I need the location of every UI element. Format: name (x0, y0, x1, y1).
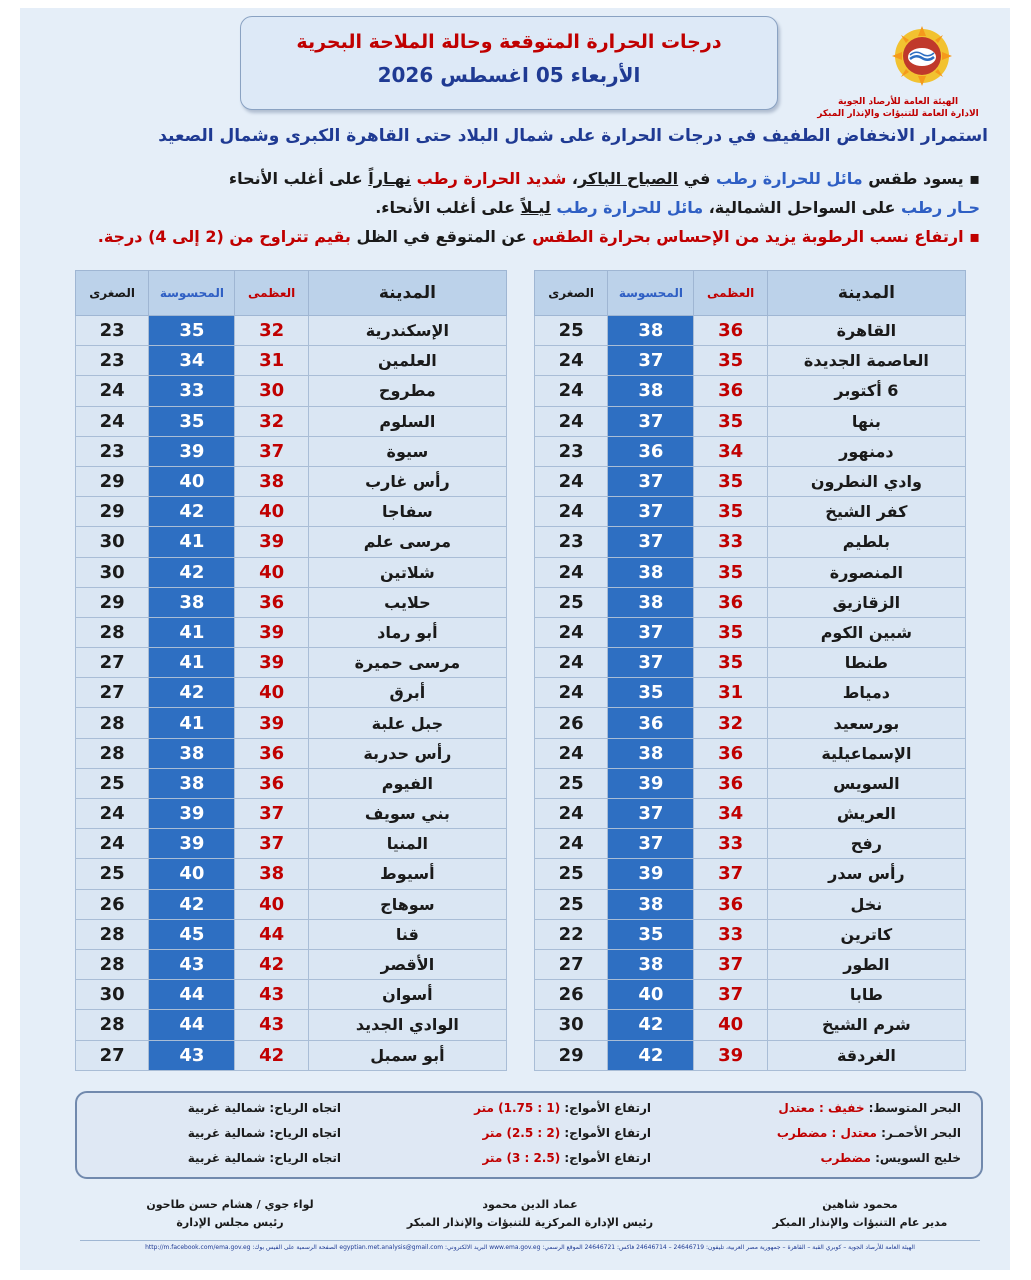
cell-felt: 38 (608, 557, 694, 587)
cell-city: نخل (767, 889, 965, 919)
cell-city: مرسى علم (308, 527, 506, 557)
table-row (76, 889, 507, 919)
table-row (76, 346, 507, 376)
cell-min: 29 (76, 587, 149, 617)
table-row (535, 768, 966, 798)
cell-min: 25 (76, 768, 149, 798)
cell-city: سفاجا (308, 497, 506, 527)
cell-felt: 43 (149, 1040, 235, 1070)
cell-max: 35 (694, 466, 767, 496)
cell-min: 24 (535, 829, 608, 859)
cell-city: الوادي الجديد (308, 1010, 506, 1040)
table-row (76, 919, 507, 949)
table-row (76, 376, 507, 406)
bullet-2: ▪ ارتفاع نسب الرطوبة يزيد من الإحساس بحرارة الطقس عن المتوقع في الظل بقيم تتراوح من (2 إلى 4) درجة. (97, 227, 980, 246)
cell-min: 27 (76, 1040, 149, 1070)
cell-min: 24 (535, 738, 608, 768)
cell-city: أبو سمبل (308, 1040, 506, 1070)
cell-max: 36 (694, 768, 767, 798)
cell-max: 38 (235, 859, 308, 889)
cell-max: 36 (694, 376, 767, 406)
cell-max: 40 (235, 557, 308, 587)
cell-max: 39 (235, 648, 308, 678)
table-row (535, 708, 966, 738)
cell-min: 30 (535, 1010, 608, 1040)
cell-felt: 37 (608, 648, 694, 678)
cell-max: 36 (694, 316, 767, 346)
cell-max: 35 (694, 648, 767, 678)
cell-city: الفيوم (308, 768, 506, 798)
cell-city: القاهرة (767, 316, 965, 346)
cell-min: 24 (535, 799, 608, 829)
table-row (76, 497, 507, 527)
cell-felt: 39 (149, 829, 235, 859)
table-row (76, 829, 507, 859)
table-row (535, 587, 966, 617)
cell-city: السويس (767, 768, 965, 798)
cell-city: بنها (767, 406, 965, 436)
organization-name (808, 96, 988, 120)
table-row (76, 406, 507, 436)
cell-felt: 38 (149, 768, 235, 798)
cell-felt: 37 (608, 346, 694, 376)
cell-min: 24 (535, 376, 608, 406)
cell-min: 23 (76, 316, 149, 346)
forecast-date: الأربعاء 05 اغسطس 2026 (377, 63, 641, 87)
table-row (535, 678, 966, 708)
table-row (535, 980, 966, 1010)
cell-max: 37 (694, 980, 767, 1010)
cell-felt: 37 (608, 466, 694, 496)
cell-city: شبين الكوم (767, 617, 965, 647)
cell-felt: 38 (608, 889, 694, 919)
cell-max: 40 (235, 497, 308, 527)
table-row (535, 1010, 966, 1040)
cell-min: 22 (535, 919, 608, 949)
cell-felt: 42 (149, 557, 235, 587)
sea-row-suez-gulf: خليج السويس: مضطرب ارتفاع الأمواج: (2.5 : 3) متر اتجاه الرياح: شمالية غربية (187, 1151, 961, 1165)
cell-felt: 36 (608, 436, 694, 466)
cell-min: 25 (76, 859, 149, 889)
cell-city: الأقصر (308, 949, 506, 979)
table-row (535, 527, 966, 557)
sea-row-mediterranean: البحر المتوسط: خفيف : معتدل ارتفاع الأمواج: (1 : 1.75) متر اتجاه الرياح: شمالية غربية (187, 1101, 961, 1115)
cell-felt: 38 (149, 587, 235, 617)
table-row (535, 859, 966, 889)
table-row (535, 617, 966, 647)
cell-felt: 35 (149, 406, 235, 436)
cell-max: 37 (235, 799, 308, 829)
cell-city: دمياط (767, 678, 965, 708)
table-row (76, 527, 507, 557)
table-row (76, 980, 507, 1010)
table-row (535, 466, 966, 496)
cell-felt: 42 (149, 678, 235, 708)
ema-logo-icon (892, 26, 952, 86)
cell-city: رفح (767, 829, 965, 859)
header-max: العظمى (235, 271, 308, 316)
cell-min: 24 (535, 557, 608, 587)
cell-felt: 45 (149, 919, 235, 949)
cell-city: مطروح (308, 376, 506, 406)
cell-max: 35 (694, 617, 767, 647)
cell-city: سوهاج (308, 889, 506, 919)
cell-felt: 37 (608, 799, 694, 829)
table-row (76, 648, 507, 678)
cell-min: 27 (76, 648, 149, 678)
table-row (535, 346, 966, 376)
cell-min: 24 (76, 829, 149, 859)
temperature-table-right (534, 270, 966, 1071)
cell-max: 37 (235, 829, 308, 859)
cell-max: 39 (694, 1040, 767, 1070)
cell-city: كفر الشيخ (767, 497, 965, 527)
cell-felt: 35 (149, 316, 235, 346)
cell-city: أسوان (308, 980, 506, 1010)
cell-max: 38 (235, 466, 308, 496)
cell-min: 23 (76, 346, 149, 376)
cell-felt: 38 (608, 316, 694, 346)
table-row (76, 316, 507, 346)
cell-felt: 40 (149, 466, 235, 496)
page-title: درجات الحرارة المتوقعة وحالة الملاحة البحرية (296, 31, 722, 53)
cell-max: 35 (694, 497, 767, 527)
cell-max: 32 (235, 406, 308, 436)
cell-felt: 37 (608, 829, 694, 859)
cell-max: 36 (694, 587, 767, 617)
cell-max: 36 (235, 768, 308, 798)
cell-min: 24 (535, 466, 608, 496)
header-min: الصغرى (76, 271, 149, 316)
cell-max: 43 (235, 980, 308, 1010)
cell-max: 30 (235, 376, 308, 406)
forecast-bullets (40, 164, 980, 251)
cell-felt: 38 (608, 738, 694, 768)
cell-felt: 37 (608, 406, 694, 436)
bulletin-page (20, 8, 1010, 1270)
cell-felt: 42 (608, 1040, 694, 1070)
cell-min: 24 (76, 376, 149, 406)
cell-min: 25 (535, 587, 608, 617)
cell-felt: 38 (608, 949, 694, 979)
cell-city: بورسعيد (767, 708, 965, 738)
cell-min: 28 (76, 949, 149, 979)
cell-city: الإسماعيلية (767, 738, 965, 768)
cell-felt: 42 (149, 889, 235, 919)
cell-min: 24 (535, 346, 608, 376)
cell-max: 40 (235, 889, 308, 919)
table-row (76, 1010, 507, 1040)
cell-city: طنطا (767, 648, 965, 678)
table-row (535, 648, 966, 678)
cell-felt: 38 (608, 376, 694, 406)
cell-felt: 42 (608, 1010, 694, 1040)
cell-city: شلاتين (308, 557, 506, 587)
cell-min: 25 (535, 316, 608, 346)
cell-city: جبل علبة (308, 708, 506, 738)
cell-max: 37 (235, 436, 308, 466)
cell-min: 24 (76, 406, 149, 436)
cell-felt: 39 (149, 436, 235, 466)
cell-felt: 41 (149, 648, 235, 678)
cell-felt: 40 (149, 859, 235, 889)
bullet-icon: ▪ (963, 169, 980, 188)
table-row (76, 1040, 507, 1070)
cell-max: 43 (235, 1010, 308, 1040)
cell-min: 24 (535, 648, 608, 678)
bullet-icon: ▪ (963, 227, 980, 246)
table-row (535, 406, 966, 436)
cell-city: رأس سدر (767, 859, 965, 889)
cell-min: 27 (76, 678, 149, 708)
cell-felt: 37 (608, 527, 694, 557)
cell-felt: 43 (149, 949, 235, 979)
cell-felt: 34 (149, 346, 235, 376)
cell-city: سيوة (308, 436, 506, 466)
cell-max: 39 (235, 708, 308, 738)
signature-3: لواء جوي / هشام حسن طاحون رئيس مجلس الإدارة (146, 1198, 314, 1229)
sea-state-box (75, 1091, 983, 1179)
cell-city: بني سويف (308, 799, 506, 829)
signature-2: عماد الدين محمود رئيس الإدارة المركزية للتنبؤات والإنذار المبكر (406, 1198, 654, 1229)
cell-city: طابا (767, 980, 965, 1010)
cell-felt: 39 (608, 768, 694, 798)
cell-felt: 41 (149, 617, 235, 647)
org-line-2: الادارة العامة للتنبؤات والإنذار المبكر (817, 109, 979, 119)
cell-felt: 44 (149, 1010, 235, 1040)
table-row (535, 919, 966, 949)
cell-max: 33 (694, 919, 767, 949)
cell-city: الزقازيق (767, 587, 965, 617)
cell-city: رأس حدربة (308, 738, 506, 768)
table-row (535, 316, 966, 346)
cell-max: 35 (694, 346, 767, 376)
title-box (240, 16, 778, 110)
headline: استمرار الانخفاض الطفيف في درجات الحرارة على شمال البلاد حتى القاهرة الكبرى وشمال الصعيد (158, 126, 988, 146)
cell-max: 37 (694, 859, 767, 889)
table-row (76, 949, 507, 979)
header-city: المدينة (308, 271, 506, 316)
cell-min: 29 (535, 1040, 608, 1070)
cell-felt: 35 (608, 919, 694, 949)
table-row (76, 466, 507, 496)
cell-max: 33 (694, 829, 767, 859)
table-row (535, 1040, 966, 1070)
cell-max: 42 (235, 1040, 308, 1070)
cell-felt: 42 (149, 497, 235, 527)
cell-min: 25 (535, 889, 608, 919)
footer-contact: الهيئة العامة للأرصاد الجوية – كوبري القبة – القاهرة – جمهورية مصر العربية، تليفون: 24646719 – 24646714 فاكس: 24646721 الموقع الرسمي: www.ema.gov.eg البريد الالكتروني: egyptian.met.analysis@gmail.com الصفحة الرسمية على الفيس بوك: http://m.facebook.com/ema.gov.eg (80, 1240, 980, 1251)
cell-max: 36 (694, 738, 767, 768)
cell-city: كاترين (767, 919, 965, 949)
cell-min: 24 (535, 617, 608, 647)
cell-felt: 38 (608, 587, 694, 617)
cell-max: 36 (235, 738, 308, 768)
cell-min: 24 (535, 497, 608, 527)
cell-max: 34 (694, 799, 767, 829)
cell-min: 29 (76, 466, 149, 496)
cell-max: 39 (235, 527, 308, 557)
cell-felt: 37 (608, 497, 694, 527)
cell-city: أبرق (308, 678, 506, 708)
table-row (535, 829, 966, 859)
cell-max: 32 (235, 316, 308, 346)
table-row (535, 738, 966, 768)
cell-city: شرم الشيخ (767, 1010, 965, 1040)
bullet-1: ▪ يسود طقس مائل للحرارة رطب في الصباح الباكر، شديد الحرارة رطب نهـاراً على أغلب الأنحاء (228, 169, 980, 188)
cell-max: 37 (694, 949, 767, 979)
cell-min: 24 (535, 678, 608, 708)
cell-max: 35 (694, 406, 767, 436)
cell-max: 31 (235, 346, 308, 376)
cell-felt: 39 (149, 799, 235, 829)
cell-city: قنا (308, 919, 506, 949)
cell-city: الغردقة (767, 1040, 965, 1070)
cell-city: أبو رماد (308, 617, 506, 647)
cell-felt: 38 (149, 738, 235, 768)
table-row (76, 799, 507, 829)
cell-min: 26 (535, 980, 608, 1010)
cell-city: مرسى حميرة (308, 648, 506, 678)
cell-min: 28 (76, 1010, 149, 1040)
cell-max: 40 (694, 1010, 767, 1040)
org-line-1: الهيئة العامة للأرصاد الجوية (837, 97, 959, 107)
table-row (76, 436, 507, 466)
cell-min: 23 (535, 527, 608, 557)
header-min: الصغرى (535, 271, 608, 316)
cell-min: 26 (535, 708, 608, 738)
header-felt: المحسوسة (149, 271, 235, 316)
cell-min: 23 (535, 436, 608, 466)
cell-city: دمنهور (767, 436, 965, 466)
cell-city: العلمين (308, 346, 506, 376)
cell-min: 28 (76, 919, 149, 949)
cell-min: 30 (76, 527, 149, 557)
header-felt: المحسوسة (608, 271, 694, 316)
cell-felt: 37 (608, 617, 694, 647)
table-row (535, 436, 966, 466)
cell-max: 34 (694, 436, 767, 466)
cell-min: 25 (535, 859, 608, 889)
cell-city: رأس غارب (308, 466, 506, 496)
table-row (535, 497, 966, 527)
cell-min: 30 (76, 557, 149, 587)
cell-felt: 36 (608, 708, 694, 738)
cell-city: العريش (767, 799, 965, 829)
cell-min: 25 (535, 768, 608, 798)
cell-felt: 41 (149, 527, 235, 557)
cell-city: السلوم (308, 406, 506, 436)
cell-min: 26 (76, 889, 149, 919)
cell-city: بلطيم (767, 527, 965, 557)
cell-city: حلايب (308, 587, 506, 617)
table-row (76, 617, 507, 647)
cell-max: 35 (694, 557, 767, 587)
cell-city: وادي النطرون (767, 466, 965, 496)
cell-min: 28 (76, 617, 149, 647)
cell-max: 44 (235, 919, 308, 949)
table-row (76, 708, 507, 738)
table-row (535, 889, 966, 919)
cell-felt: 39 (608, 859, 694, 889)
cell-min: 28 (76, 708, 149, 738)
cell-min: 30 (76, 980, 149, 1010)
table-row (76, 738, 507, 768)
cell-city: 6 أكتوبر (767, 376, 965, 406)
cell-max: 32 (694, 708, 767, 738)
signature-1: محمود شاهين مدير عام التنبؤات والإنذار المبكر (772, 1198, 948, 1229)
cell-felt: 41 (149, 708, 235, 738)
header-max: العظمى (694, 271, 767, 316)
cell-felt: 44 (149, 980, 235, 1010)
cell-city: العاصمة الجديدة (767, 346, 965, 376)
table-row (535, 799, 966, 829)
cell-max: 39 (235, 617, 308, 647)
cell-felt: 35 (608, 678, 694, 708)
sea-row-red-sea: البحر الأحمـر: معتدل : مضطرب ارتفاع الأمواج: (2 : 2.5) متر اتجاه الرياح: شمالية غربية (187, 1126, 961, 1140)
cell-min: 24 (76, 799, 149, 829)
cell-city: الإسكندرية (308, 316, 506, 346)
temperature-table-left (75, 270, 507, 1071)
cell-max: 36 (694, 889, 767, 919)
table-row (76, 587, 507, 617)
cell-city: أسيوط (308, 859, 506, 889)
cell-felt: 33 (149, 376, 235, 406)
header-city: المدينة (767, 271, 965, 316)
table-row (76, 859, 507, 889)
table-row (535, 376, 966, 406)
cell-city: المنصورة (767, 557, 965, 587)
bullet-1-continued: حـار رطب على السواحل الشمالية، مائل للحرارة رطب ليـلاً على أغلب الأنحاء. (375, 198, 980, 217)
cell-felt: 40 (608, 980, 694, 1010)
table-row (535, 949, 966, 979)
cell-max: 36 (235, 587, 308, 617)
table-row (76, 768, 507, 798)
table-row (76, 557, 507, 587)
cell-city: المنيا (308, 829, 506, 859)
table-row (535, 557, 966, 587)
cell-min: 27 (535, 949, 608, 979)
cell-min: 24 (535, 406, 608, 436)
cell-min: 28 (76, 738, 149, 768)
cell-min: 23 (76, 436, 149, 466)
cell-city: الطور (767, 949, 965, 979)
cell-max: 40 (235, 678, 308, 708)
cell-max: 31 (694, 678, 767, 708)
cell-min: 29 (76, 497, 149, 527)
cell-max: 33 (694, 527, 767, 557)
cell-max: 42 (235, 949, 308, 979)
table-row (76, 678, 507, 708)
